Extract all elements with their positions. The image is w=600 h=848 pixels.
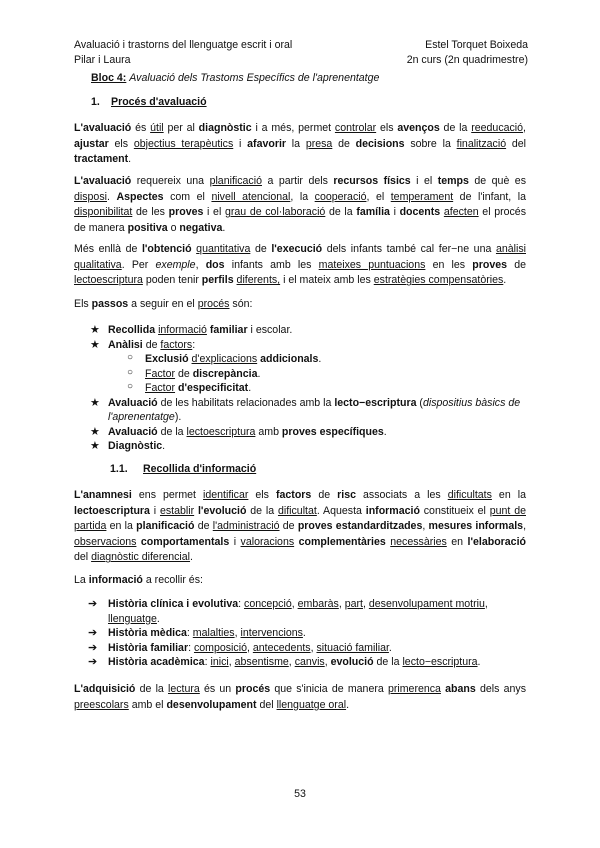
text-span: ens permet [131,489,204,501]
text-span: malalties [192,627,235,639]
text-span: identificar [203,489,249,501]
page-number: 53 [294,788,306,800]
text-span: requereix una [131,175,210,187]
text-span: dels anys [475,683,526,695]
text-span: . [477,656,481,668]
text-span: de les [132,206,169,219]
text-span: dificultats [447,489,492,501]
text-span: d'especificitat [177,382,249,394]
text-span: . [503,274,507,287]
text-span: en les [425,258,473,271]
text-span: diferents, [236,274,281,287]
text-span: mesures informals [428,520,524,533]
text-span: diagnòstic diferencial [91,551,191,564]
text-span: . [106,190,117,203]
text-span: canvis [294,656,325,668]
text-span: Més enllà de [74,243,142,255]
text-span: i el [410,175,438,187]
section-heading [91,96,207,108]
text-span: L'adquisició [74,683,136,695]
text-span: embaràs [297,598,339,610]
text-span: L'avaluació [74,122,132,134]
list-item [88,655,526,670]
text-span: l'obtenció [141,243,192,255]
text-span: per al [163,122,199,134]
text-span: a recollir és: [142,574,203,586]
arrow-bullet-icon: ➔ [88,598,98,610]
text-span: primerenca [387,683,441,695]
text-span: de les habilitats relacionades amb la [157,396,335,409]
star-bullet-icon: ★ [90,425,100,438]
text-span: grau de col·laboració [224,206,326,219]
text-span: , [291,598,298,610]
text-span: d'explicacions [191,353,258,365]
text-span: Història clínica i evolutiva [108,598,239,610]
text-span: amb el [128,698,167,711]
text-span: ajustar [74,137,109,150]
text-span: comportamentals [140,535,230,548]
text-span: del [74,551,92,564]
page-header-2 [74,53,528,67]
text-span: necessàries [390,535,447,548]
subsection-heading [110,463,257,475]
text-span: temps [437,175,469,187]
text-span: planificació [136,520,195,533]
text-span: de [311,489,338,501]
text-span: és un [199,683,236,695]
text-span: Avaluació [108,396,158,409]
list-item [90,396,526,425]
text-span: , [523,520,527,533]
text-span: . [388,641,392,654]
text-span: , [362,598,369,610]
text-span: negativa [179,221,223,234]
text-span: la [286,137,306,150]
text-span: associats a les [356,489,448,501]
text-span: Avaluació [108,425,158,438]
text-span: lectoescriptura [186,425,256,438]
text-span: composició [193,641,247,654]
list-item [108,352,526,367]
paragraph-planificacio [74,174,526,236]
list-item [88,626,526,641]
text-span: . [346,698,350,711]
circle-bullet-icon: ○ [127,352,134,363]
text-span: llenguatge oral [276,698,347,711]
text-span: controlar [334,122,377,134]
bloc-label: Bloc 4: [91,72,127,84]
text-span: llenguatge [108,612,157,625]
paragraph-passos [74,297,526,313]
text-span: : [188,641,194,654]
text-span: abans [445,683,476,695]
text-span: . [222,221,226,234]
text-span: temperament [390,190,454,203]
text-span: , [422,520,429,533]
bloc-subtitle: Avaluació dels Trastoms Específics de l'aprenentatge [129,72,380,84]
text-span: absentisme [234,656,289,668]
text-span: útil [150,122,164,134]
text-span: a seguir en el [128,298,198,310]
text-span: concepció [244,598,292,610]
text-span: sobre la [404,137,457,150]
text-span: establir [159,504,195,517]
text-span: de la [373,656,403,668]
text-span: , la [290,190,315,203]
text-span: lectoescriptura [74,504,150,517]
text-span: ). [174,411,182,423]
text-span: proves [168,206,204,219]
info-list [88,597,526,670]
text-span: valoracions [240,535,295,548]
text-span: . [383,425,387,438]
text-span: , [195,258,206,271]
text-span: i escolar. [247,324,293,336]
paragraph-anamnesi [74,488,526,566]
text-span: , [324,656,331,668]
text-span: , [310,641,317,654]
text-span: Els [74,298,92,310]
star-bullet-icon: ★ [90,324,100,336]
text-span: Aspectes [116,190,164,203]
text-span: discrepància [192,367,258,380]
text-span: i [149,504,160,517]
paragraph-avaluacio [74,121,526,168]
text-span: , [234,627,241,639]
text-span: docents [399,206,441,219]
page-header [74,38,528,52]
text-span: proves específiques [281,425,384,438]
arrow-bullet-icon: ➔ [88,656,98,668]
text-span: inici [210,656,229,668]
text-span: recursos físics [333,175,411,187]
star-bullet-icon: ★ [90,338,100,351]
text-span: avenços [397,122,440,134]
text-span: reeducació [471,122,524,134]
circle-bullet-icon: ○ [127,366,134,378]
text-span: de [250,243,272,255]
paragraph-qualitativa [74,242,526,289]
text-span: La [74,574,89,586]
text-span: . Aquesta [316,504,366,517]
text-span: positiva [127,221,168,234]
star-bullet-icon: ★ [90,440,100,452]
text-span: Recollida [108,324,156,336]
text-span: el procés de manera [74,206,527,234]
text-span: , [246,641,253,654]
text-span: exemple [155,258,196,271]
list-item [90,425,526,440]
section-title: Procés d'avaluació [111,96,207,108]
text-span: i [233,137,248,150]
list-item [90,439,526,454]
text-span: finalització [456,137,507,150]
text-span: , [523,122,526,134]
arrow-bullet-icon: ➔ [88,641,98,654]
text-span: dispositius bàsics de l'aprenentatge [108,396,521,423]
text-span: ( [416,396,423,409]
paragraph-informacio [74,573,526,589]
arrow-bullet-icon: ➔ [88,627,98,639]
text-span: part [344,598,363,610]
circle-bullet-icon: ○ [127,381,134,392]
text-span: constitueix el [419,504,490,517]
subsection-title: Recollida d'informació [143,463,257,475]
text-span: evolució [330,656,374,668]
header-teachers: Pilar i Laura [74,54,131,66]
text-span: és [131,122,151,134]
text-span: intervencions [240,627,303,639]
text-span: factors [275,489,312,501]
text-span: informació [158,324,207,336]
text-span: l'administració [212,520,280,533]
text-span: en [446,535,468,548]
bloc-title [91,72,379,84]
text-span: poden tenir [142,274,202,287]
text-span: de la [157,425,187,438]
star-bullet-icon: ★ [90,396,100,409]
text-span: lecto−escriptura [402,656,478,668]
text-span: proves [472,258,508,271]
text-span: proves estandarditzades [297,520,423,533]
text-span: que s'inicia de manera [270,683,388,695]
text-span: dificultat [277,504,317,517]
text-span: familiar [209,324,248,336]
text-span: Exclusió [145,353,189,365]
text-span: de què es [468,175,526,187]
text-span: en la [106,520,137,533]
text-span: . [248,382,252,394]
list-item [90,323,526,338]
text-span: Història mèdica [108,627,187,639]
text-span: observacions [74,535,137,548]
text-span: i a més, permet [251,122,335,134]
header-author: Estel Torquet Boixeda [425,39,528,51]
text-span: de [332,137,356,150]
text-span: , [228,656,235,668]
text-span: desenvolupament motriu [368,598,485,610]
text-span: família [356,206,390,219]
text-span: : [186,627,193,639]
text-span: de la [135,683,169,695]
text-span: risc [337,489,357,501]
text-span: presa [305,137,333,150]
text-span: quantitativa [196,243,251,255]
text-span: l'execució [271,243,323,255]
text-span: de l'infant, la [453,190,527,203]
text-span: del [256,698,277,711]
text-span: , el [366,190,391,203]
text-span: afecten [443,206,479,219]
text-span: . [190,551,193,564]
text-span: L'anamnesi [74,489,132,501]
text-span: de [142,338,161,351]
text-span: disposi [74,190,107,203]
text-span: de [279,520,298,533]
text-span: dels infants també cal fer−ne una [322,243,496,255]
header-course: Avaluació i trastorns del llenguatge escrit i oral [74,39,293,51]
text-span: . [318,353,322,365]
text-span: planificació [209,175,262,187]
text-span: anàlisi qualitativa [74,243,526,271]
text-span: perfils [201,274,234,287]
text-span: . [156,612,160,625]
text-span: de [194,520,213,533]
text-span: els [108,137,134,150]
text-span: , [484,598,488,610]
text-span: del [506,137,527,150]
text-span: l'evolució [197,504,247,517]
text-span: a partir dels [261,175,334,187]
text-span: mateixes puntuacions [318,258,426,271]
text-span: situació familiar [316,641,389,654]
text-span: de la [325,206,357,219]
text-span: els [248,489,276,501]
text-span: lectura [168,683,200,695]
header-term: 2n curs (2n quadrimestre) [406,54,528,66]
text-span: Factor [145,367,176,380]
text-span: i [229,535,241,548]
text-span: decisions [355,137,405,150]
text-span: cooperació [314,190,367,203]
text-span: l'elaboració [467,535,526,548]
text-span: Diagnòstic [108,440,163,452]
text-span: objectius terapèutics [133,137,234,150]
text-span: lecto−escriptura [334,396,417,409]
section-number: 1. [91,96,100,108]
text-span: . [162,440,166,452]
text-span: : [238,598,245,610]
text-span: , [338,598,345,610]
text-span: en la [491,489,526,501]
list-item [90,338,526,353]
text-span: diagnòstic [198,122,252,134]
text-span: i el mateix amb les [280,274,374,287]
text-span: passos [91,298,129,310]
text-span: L'avaluació [74,175,132,187]
subsection-number: 1.1. [110,463,128,475]
text-span: són: [229,298,253,310]
text-span: factors [160,338,193,351]
text-span: : [192,338,196,351]
text-span: . [302,627,306,639]
text-span: i el [203,206,225,219]
text-span: desenvolupament [166,698,257,711]
text-span: de la [439,122,472,134]
text-span: lectoescriptura [74,274,143,287]
text-span: o [167,221,180,234]
text-span: . [128,153,132,166]
text-span: de la [246,504,278,517]
text-span: els [376,122,398,134]
steps-list [90,323,526,454]
text-span: preescolars [74,698,129,711]
text-span: amb [255,425,282,438]
text-span: Factor [145,382,176,394]
text-span: de [175,367,193,380]
text-span: . [257,367,261,380]
text-span: estratègies compensatòries [373,274,504,287]
list-item [88,597,526,626]
paragraph-adquisicio [74,682,526,713]
text-span: , [288,656,295,668]
text-span: infants amb les [224,258,319,271]
text-span: informació [88,574,143,586]
text-span: tractament [74,153,129,166]
text-span: complementàries [298,535,386,548]
text-span: addicionals [260,353,319,365]
text-span: nivell atencional [211,190,291,203]
list-item [88,641,526,656]
text-span: i [389,206,400,219]
text-span: com el [163,190,212,203]
list-item [108,367,526,382]
text-span: antecedents [252,641,311,654]
text-span: Anàlisi [108,338,143,351]
text-span: disponibilitat [74,206,133,219]
text-span: de [507,258,527,271]
text-span: afavorir [247,137,287,150]
text-span: Història familiar [108,641,189,654]
text-span: procés [235,683,271,695]
text-span: Història acadèmica [108,656,205,668]
text-span: dos [205,258,225,271]
text-span: punt de partida [74,504,526,533]
text-span: . Per [121,258,156,271]
text-span: procés [197,298,230,310]
list-item [108,381,526,396]
text-span: informació [365,504,420,517]
text-span: : [204,656,211,668]
